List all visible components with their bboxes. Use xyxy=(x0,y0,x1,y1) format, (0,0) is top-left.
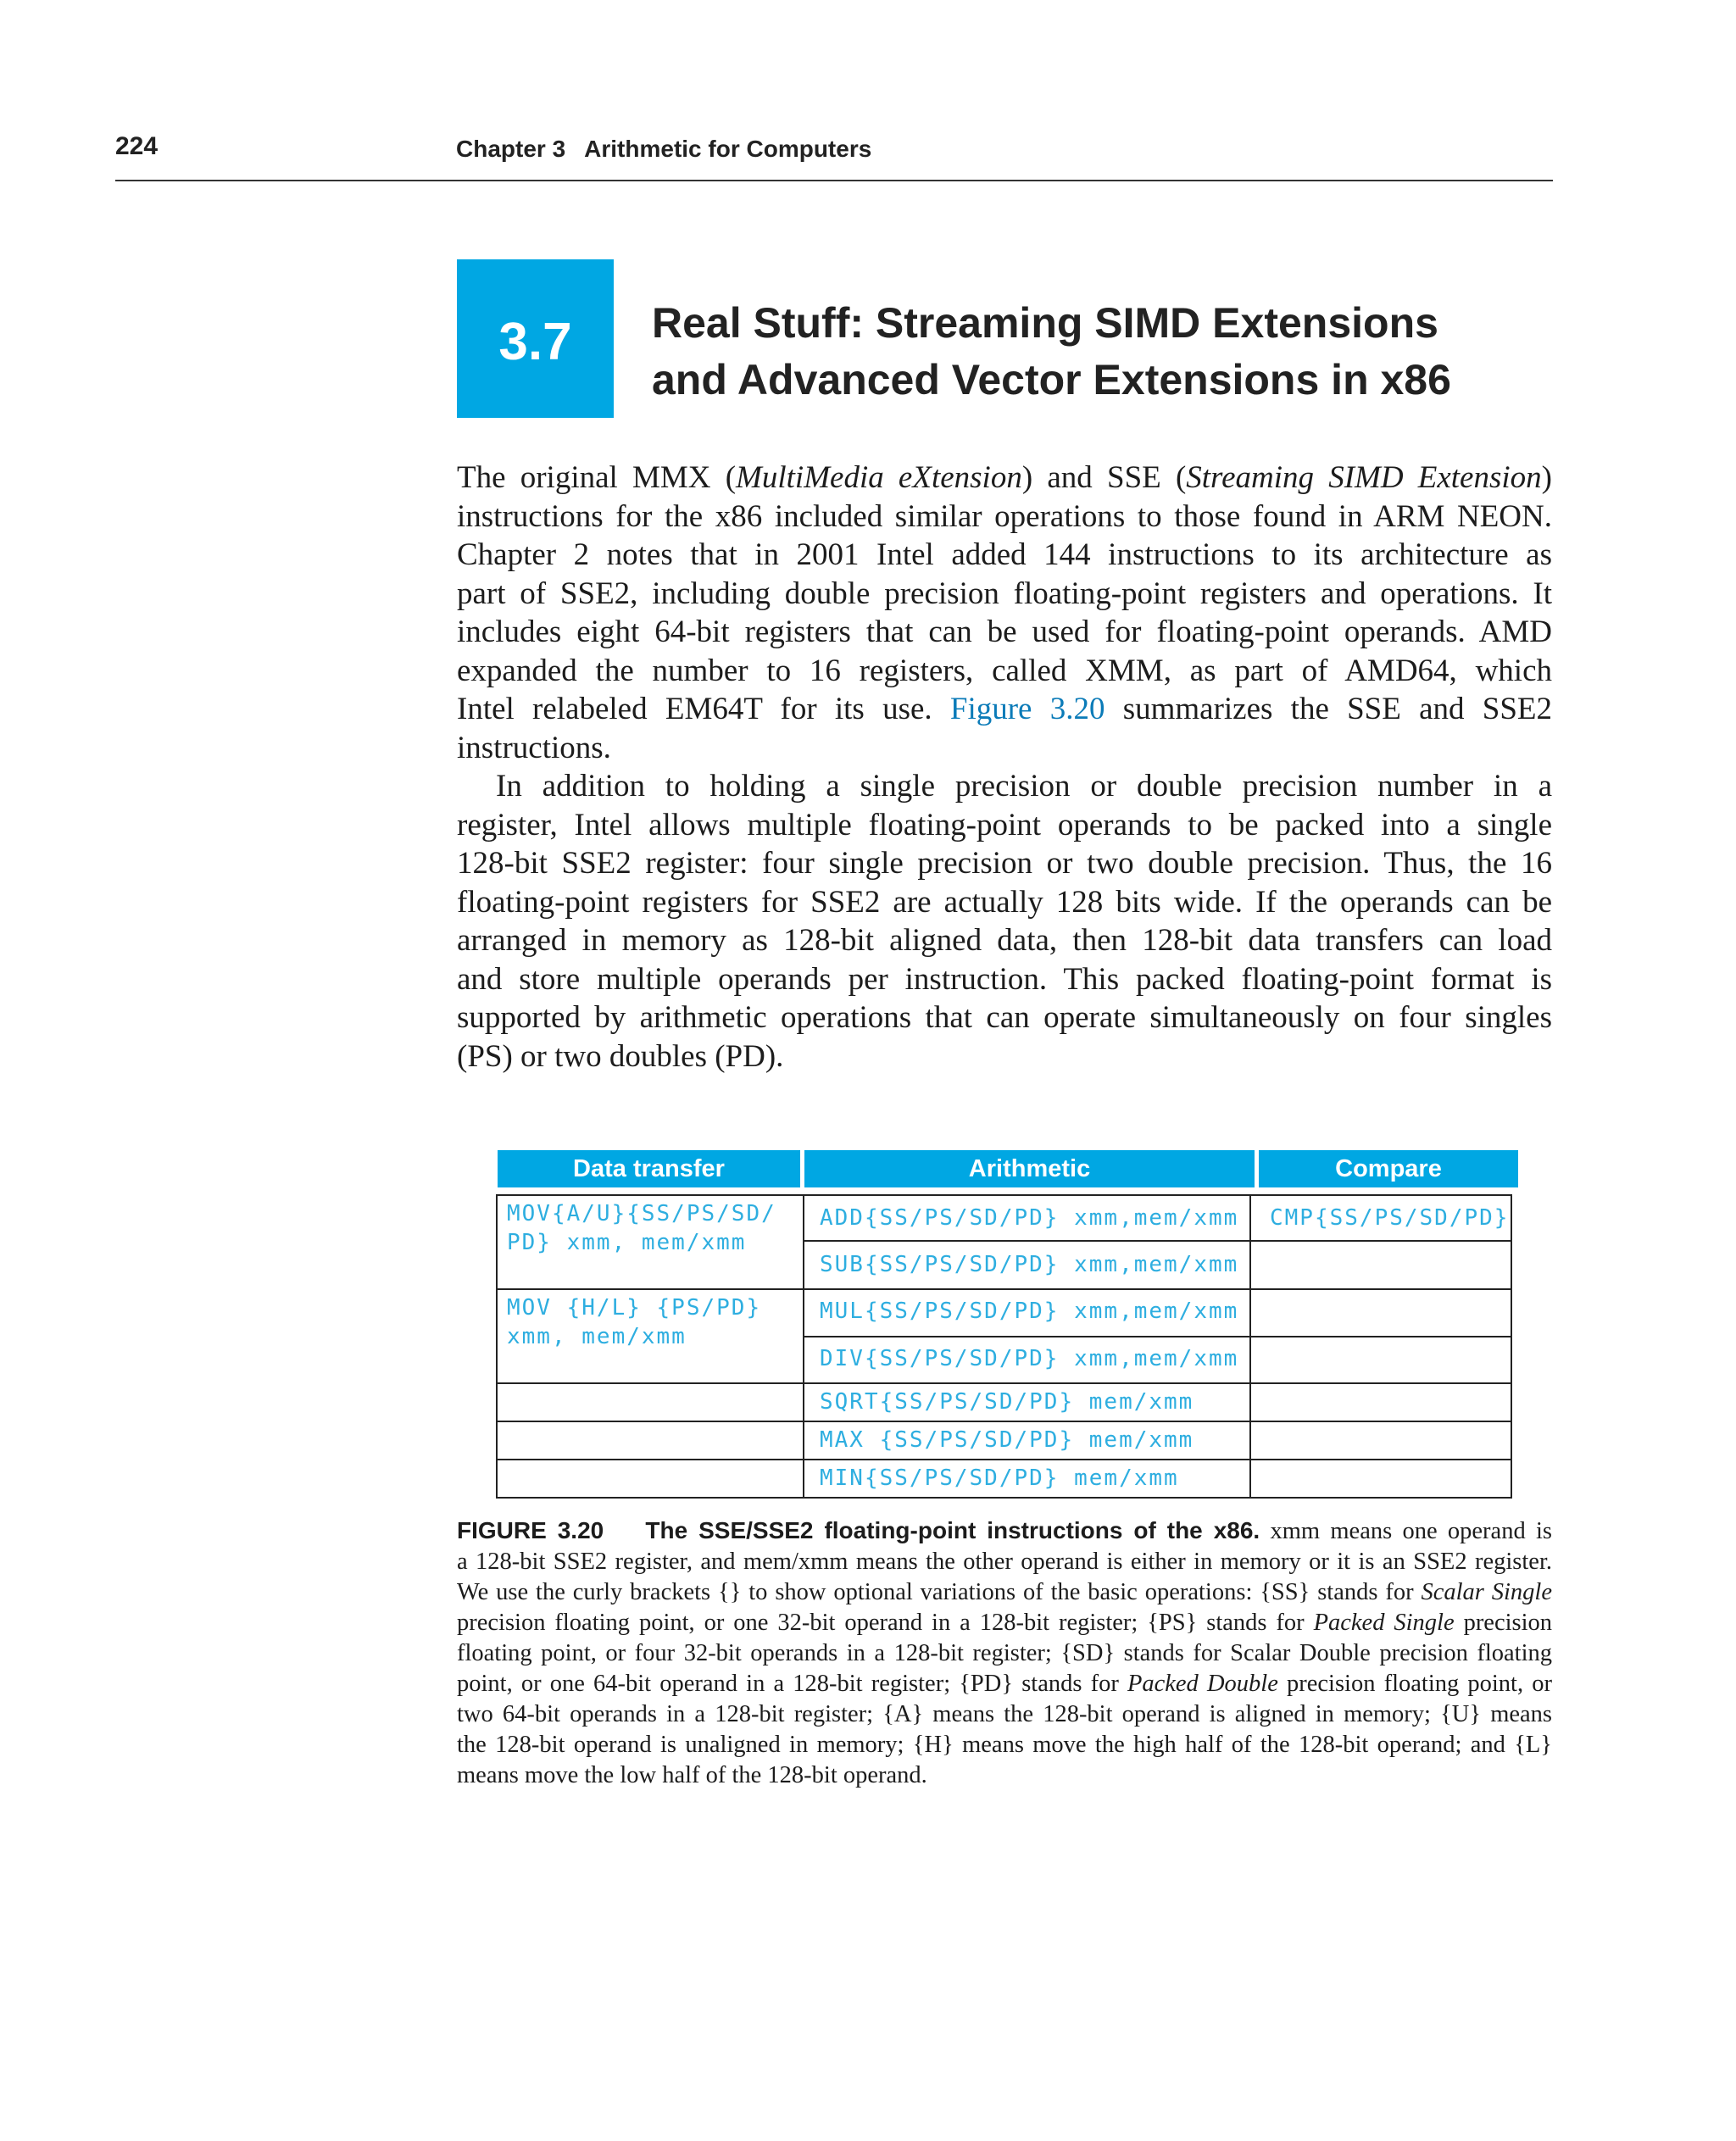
caption-line7: two 64-bit operands in a 128-bit register; {A} means the 128-bit operand is aligned in memory; {U} means xyxy=(457,1701,1552,1727)
para1-line7 xyxy=(457,690,1552,729)
header-data-transfer: Data transfer xyxy=(498,1150,800,1187)
code-line: SQRT{SS/PS/SD/PD} mem/xmm xyxy=(820,1389,1194,1415)
caption-line4 xyxy=(457,1608,1552,1638)
caption-line6 xyxy=(457,1669,1552,1699)
para2-line3: 128-bit SSE2 register: four single precision or two double precision. Thus, the 16 xyxy=(457,846,1552,881)
code-line: MIN{SS/PS/SD/PD} mem/xmm xyxy=(820,1465,1179,1491)
page-number: 224 xyxy=(115,132,159,160)
caption-line3 xyxy=(457,1577,1552,1608)
body-paragraph-1 xyxy=(457,459,1552,767)
section-title-line2: and Advanced Vector Extensions in x86 xyxy=(652,356,1451,403)
para1-line6: expanded the number to 16 registers, called XMM, as part of AMD64, which xyxy=(457,653,1552,688)
italic-term: Packed Single xyxy=(1313,1610,1455,1636)
caption-line9: means move the low half of the 128-bit operand. xyxy=(457,1762,927,1788)
compare-cell-empty xyxy=(1249,1336,1512,1384)
header-arithmetic: Arithmetic xyxy=(804,1150,1255,1187)
data-transfer-cell-empty xyxy=(496,1382,804,1422)
text-run: precision xyxy=(1463,1610,1553,1636)
code-line: MAX {SS/PS/SD/PD} mem/xmm xyxy=(820,1427,1194,1453)
figure-caption xyxy=(457,1515,1552,1791)
caption-line8: the 128-bit operand is unaligned in memory; {H} means move the high half of the 128-bit operand; and {L} xyxy=(457,1732,1552,1758)
text-run: summarizes the SSE and SSE2 xyxy=(1122,692,1552,726)
para2-line4: floating-point registers for SSE2 are actually 128 bits wide. If the operands can be xyxy=(457,884,1552,920)
code-line: ADD{SS/PS/SD/PD} xmm,mem/xmm xyxy=(820,1205,1239,1231)
para1-line4: part of SSE2, including double precision floating-point registers and operations. It xyxy=(457,576,1552,611)
para2-line1: In addition to holding a single precision or double precision number in a xyxy=(496,769,1552,804)
arithmetic-cell xyxy=(803,1382,1260,1422)
data-transfer-cell-empty xyxy=(496,1459,804,1499)
para1-line5: includes eight 64-bit registers that can be used for floating-point operands. AMD xyxy=(457,614,1552,649)
compare-cell xyxy=(1249,1194,1512,1242)
para1-line3: Chapter 2 notes that in 2001 Intel added 144 instructions to its architecture as xyxy=(457,537,1552,572)
header-compare: Compare xyxy=(1259,1150,1518,1187)
code-line: CMP{SS/PS/SD/PD} xyxy=(1270,1205,1510,1231)
text-run: precision floating point, or xyxy=(1287,1671,1552,1697)
text-run: ) and SSE ( xyxy=(1021,460,1187,495)
para2-line6: and store multiple operands per instruction. This packed floating-point format is xyxy=(457,961,1552,997)
body-paragraph-2 xyxy=(457,767,1552,1076)
running-head xyxy=(456,136,871,163)
code-line: DIV{SS/PS/SD/PD} xmm,mem/xmm xyxy=(820,1346,1239,1371)
arithmetic-cell xyxy=(803,1336,1260,1384)
code-line: MUL{SS/PS/SD/PD} xmm,mem/xmm xyxy=(820,1299,1239,1324)
para1-line2: instructions for the x86 included similar operations to those found in ARM NEON. xyxy=(457,498,1552,534)
italic-term: Streaming SIMD Extension xyxy=(1186,460,1542,495)
compare-cell-empty xyxy=(1249,1240,1512,1290)
figure-label: FIGURE 3.20 xyxy=(457,1517,604,1543)
header-rule xyxy=(115,180,1553,181)
compare-cell-empty xyxy=(1249,1288,1512,1337)
data-transfer-cell-2 xyxy=(496,1288,804,1384)
code-line: MOV{A/U}{SS/PS/SD/ xyxy=(507,1201,776,1226)
italic-term: Scalar Single xyxy=(1421,1579,1552,1605)
para2-line7: supported by arithmetic operations that can operate simultaneously on four singles xyxy=(457,1000,1552,1035)
compare-cell-empty xyxy=(1249,1459,1512,1499)
code-line: SUB{SS/PS/SD/PD} xmm,mem/xmm xyxy=(820,1252,1239,1277)
para1-line8: instructions. xyxy=(457,730,611,765)
data-transfer-cell-1 xyxy=(496,1194,804,1290)
section-number: 3.7 xyxy=(498,313,572,371)
code-line: PD} xmm, mem/xmm xyxy=(507,1230,747,1255)
caption-line1 xyxy=(457,1515,1552,1547)
chapter-title: Arithmetic for Computers xyxy=(584,136,872,162)
arithmetic-cell xyxy=(803,1459,1260,1499)
text-run: We use the curly brackets {} to show optional variations of the basic operations: {SS} stands for xyxy=(457,1579,1414,1605)
figure-title: The SSE/SSE2 floating-point instructions of the x86. xyxy=(645,1517,1260,1543)
arithmetic-cell xyxy=(803,1288,1260,1337)
compare-cell-empty xyxy=(1249,1421,1512,1460)
data-transfer-cell-empty xyxy=(496,1421,804,1460)
section-title-line1: Real Stuff: Streaming SIMD Extensions xyxy=(652,299,1438,347)
para1-line1 xyxy=(457,459,1552,498)
text-run: point, or one 64-bit operand in a 128-bit register; {PD} stands for xyxy=(457,1671,1119,1697)
arithmetic-cell xyxy=(803,1240,1260,1290)
section-title xyxy=(652,295,1567,409)
code-line: xmm, mem/xmm xyxy=(507,1324,687,1349)
text-run: precision floating point, or one 32-bit operand in a 128-bit register; {PS} stands for xyxy=(457,1610,1305,1636)
arithmetic-cell xyxy=(803,1194,1260,1242)
figure-link[interactable]: Figure 3.20 xyxy=(949,692,1105,726)
text-run: The original MMX ( xyxy=(457,460,737,495)
caption-line5: floating point, or four 32-bit operands in a 128-bit register; {SD} stands for Scalar Double precision floating xyxy=(457,1640,1552,1666)
code-line: MOV {H/L} {PS/PD} xyxy=(507,1295,762,1321)
caption-line2: a 128-bit SSE2 register, and mem/xmm means the other operand is either in memory or it is an SSE2 register. xyxy=(457,1549,1552,1575)
text-run: ) xyxy=(1541,460,1552,495)
para2-line8: (PS) or two doubles (PD). xyxy=(457,1038,784,1074)
text-run: xmm means one operand is xyxy=(1270,1518,1552,1544)
arithmetic-cell xyxy=(803,1421,1260,1460)
chapter-label: Chapter 3 xyxy=(456,136,566,162)
compare-cell-empty xyxy=(1249,1382,1512,1422)
para2-line2: register, Intel allows multiple floating-point operands to be packed into a single xyxy=(457,807,1552,842)
italic-term: MultiMedia eXtension xyxy=(736,460,1022,495)
italic-term: Packed Double xyxy=(1127,1671,1278,1697)
text-run: Intel relabeled EM64T for its use. xyxy=(457,692,932,726)
para2-line5: arranged in memory as 128-bit aligned data, then 128-bit data transfers can load xyxy=(457,923,1552,958)
